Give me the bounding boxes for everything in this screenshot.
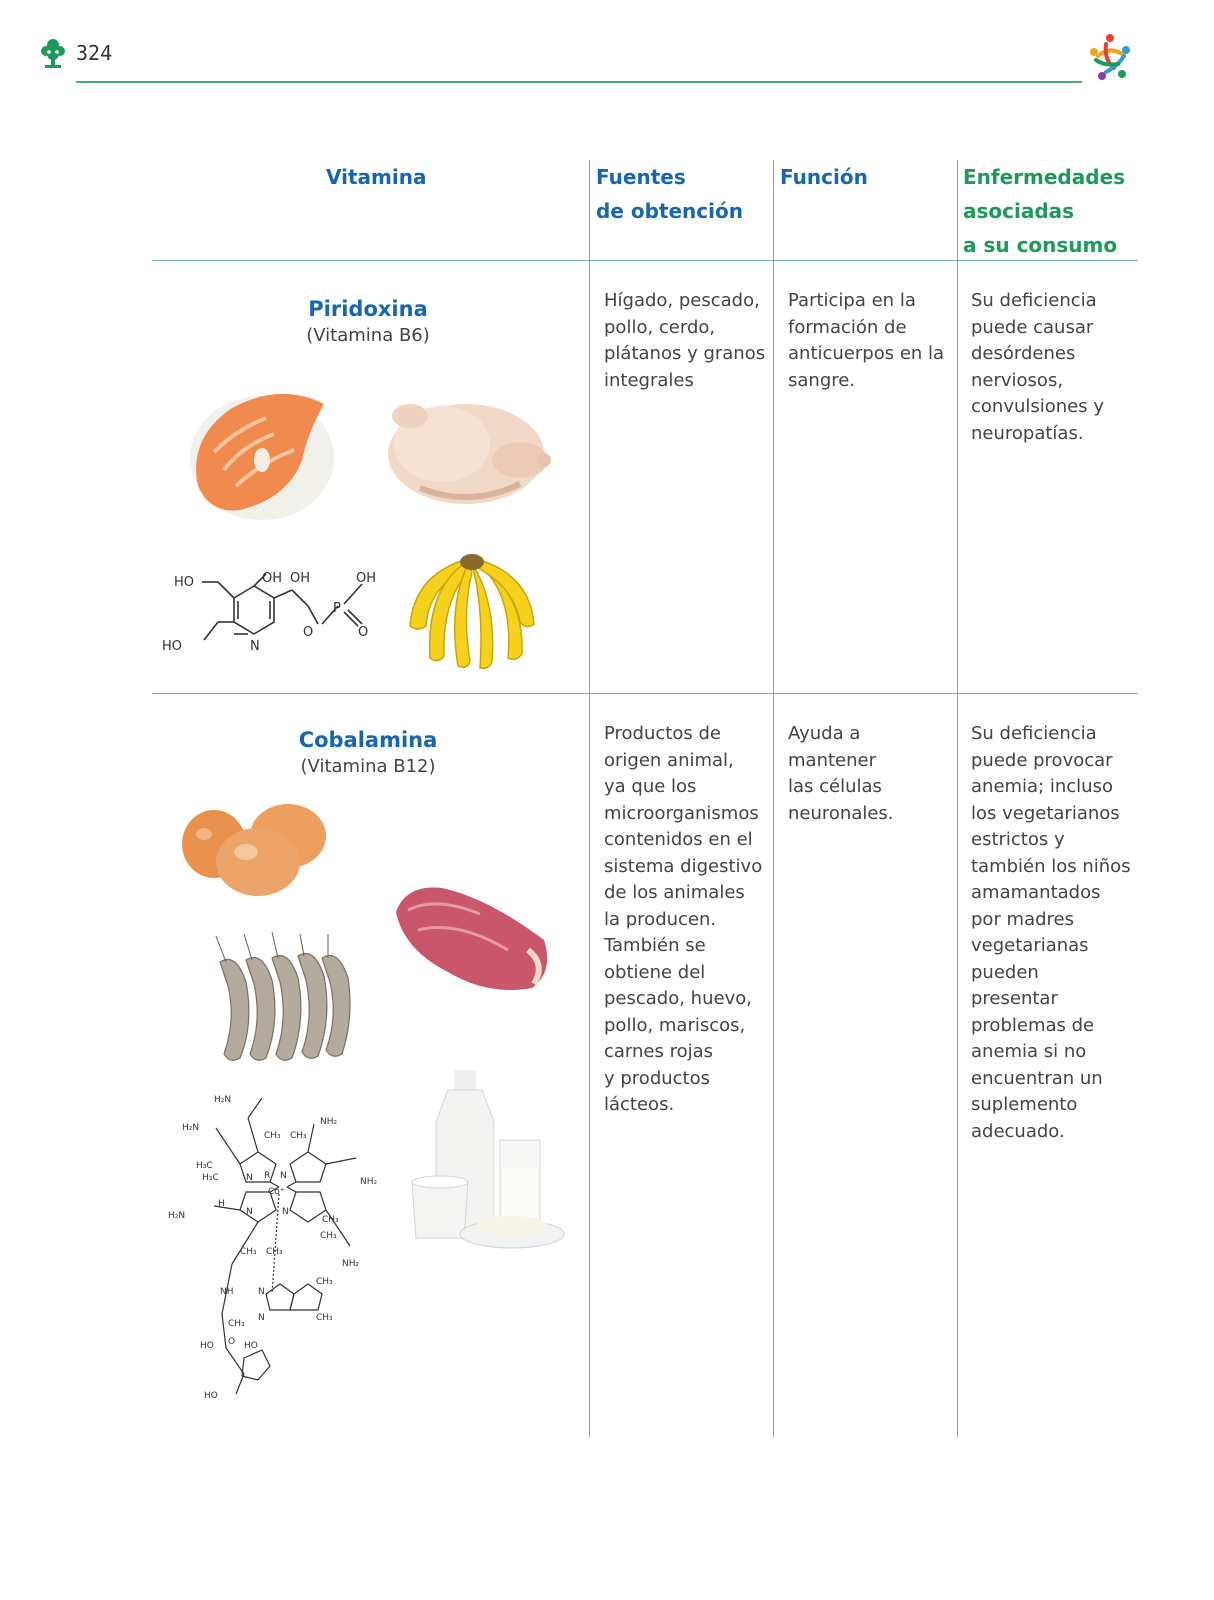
svg-text:HO: HO <box>162 639 183 654</box>
svg-text:CH₃: CH₃ <box>290 1131 307 1141</box>
svg-text:O: O <box>358 625 369 640</box>
raw-chicken-image <box>380 388 556 516</box>
pyridoxal-phosphate-structure-image <box>160 568 400 668</box>
column-header-fuentes: Fuentes de obtención <box>596 165 743 223</box>
svg-text:N: N <box>258 1313 265 1323</box>
header-rule <box>76 81 1082 83</box>
svg-text:H: H <box>218 1199 225 1209</box>
svg-text:N: N <box>250 639 260 654</box>
svg-text:NH₂: NH₂ <box>320 1117 338 1127</box>
function-text: Ayuda a mantener las células neuronales. <box>788 723 894 824</box>
svg-text:O: O <box>228 1337 236 1347</box>
diseases-text: Su deficiencia puede provocar anemia; incluso los vegetarianos estrictos y también los niños amamantados por madres vegetarianas pueden presentar problemas de anemia si no encuentran un suplemento adecuado. <box>971 723 1131 1142</box>
vitamin-name: Piridoxina <box>308 297 428 321</box>
page-number: 324 <box>76 41 113 65</box>
svg-text:P: P <box>333 601 341 616</box>
sources-text: Productos de origen animal, ya que los microorganismos contenidos en el sistema digestivo de los animales la producen. También se obtiene del pescado, huevo, pollo, mariscos, carnes rojas y productos lácteos. <box>604 723 763 1115</box>
grid-line <box>773 160 774 1437</box>
dairy-products-image <box>408 1068 566 1258</box>
svg-text:N: N <box>246 1207 253 1217</box>
svg-text:Co⁺: Co⁺ <box>268 1187 285 1197</box>
svg-text:H₂N: H₂N <box>182 1123 200 1133</box>
svg-text:N: N <box>282 1207 289 1217</box>
svg-text:OH: OH <box>262 571 283 586</box>
sources-text: Hígado, pescado, pollo, cerdo, plátanos y granos integrales <box>604 290 766 391</box>
svg-text:H₃C: H₃C <box>202 1173 219 1183</box>
svg-text:CH₃: CH₃ <box>316 1313 333 1323</box>
svg-text:N: N <box>280 1171 287 1181</box>
svg-text:NH₂: NH₂ <box>360 1177 378 1187</box>
svg-text:N: N <box>246 1173 253 1183</box>
svg-text:CH₃: CH₃ <box>240 1247 257 1257</box>
grid-line <box>589 160 590 1437</box>
svg-text:HO: HO <box>204 1391 218 1401</box>
grid-line <box>152 693 1138 694</box>
colorful-people-logo-icon <box>1084 32 1136 84</box>
svg-text:CH₃: CH₃ <box>320 1231 337 1241</box>
svg-text:O: O <box>303 625 314 640</box>
eggs-image <box>180 800 336 900</box>
svg-text:R: R <box>264 1171 271 1181</box>
diseases-text: Su deficiencia puede causar desórdenes nerviosos, convulsiones y neuropatías. <box>971 290 1105 444</box>
vitamin-subtitle: (Vitamina B6) <box>306 325 430 346</box>
svg-text:CH₃: CH₃ <box>264 1131 281 1141</box>
svg-text:OH: OH <box>290 571 311 586</box>
svg-text:HO: HO <box>244 1341 258 1351</box>
column-header-enfermedades: Enfermedades asociadas a su consumo <box>963 165 1126 257</box>
column-header-vitamina: Vitamina <box>326 165 427 189</box>
shrimp-image <box>206 932 358 1082</box>
tree-emblem-icon <box>40 38 66 68</box>
svg-text:CH₃: CH₃ <box>322 1215 339 1225</box>
svg-text:NH₂: NH₂ <box>342 1259 360 1269</box>
svg-text:H₂N: H₂N <box>168 1211 186 1221</box>
cobalamin-structure-image <box>166 1094 394 1424</box>
salmon-steak-image <box>184 386 336 528</box>
vitamin-subtitle: (Vitamina B12) <box>300 756 436 777</box>
svg-text:H₂N: H₂N <box>214 1095 232 1105</box>
svg-text:N: N <box>258 1287 265 1297</box>
svg-text:H₃C: H₃C <box>196 1161 213 1171</box>
svg-text:CH₃: CH₃ <box>316 1277 333 1287</box>
vitamin-name: Cobalamina <box>298 728 438 752</box>
grid-line <box>957 160 958 1437</box>
svg-text:CH₃: CH₃ <box>228 1319 245 1329</box>
banana-bunch-image <box>404 546 540 672</box>
svg-text:HO: HO <box>174 575 195 590</box>
beef-cut-image <box>388 880 554 1004</box>
svg-text:HO: HO <box>200 1341 214 1351</box>
function-text: Participa en la formación de anticuerpos en la sangre. <box>788 290 945 391</box>
column-header-funcion: Función <box>780 165 868 189</box>
svg-text:NH: NH <box>220 1287 234 1297</box>
svg-text:CH₃: CH₃ <box>266 1247 283 1257</box>
svg-text:OH: OH <box>356 571 377 586</box>
